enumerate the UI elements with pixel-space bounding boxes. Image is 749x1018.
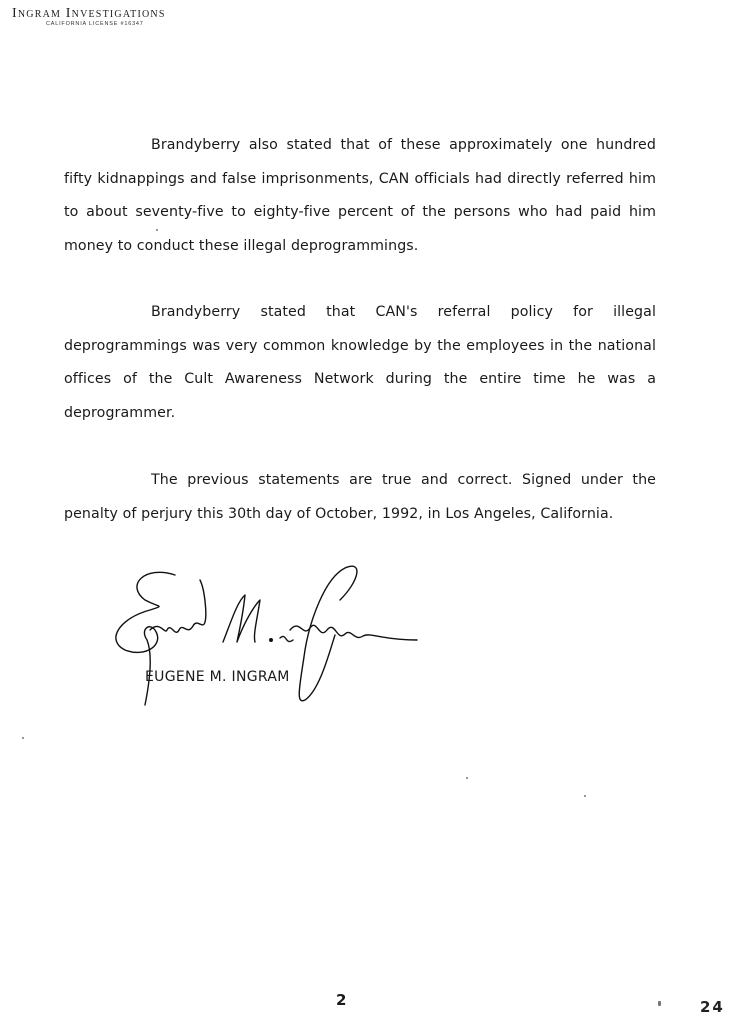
paragraph-referrals bbox=[64, 129, 656, 263]
paragraph-declaration bbox=[64, 464, 656, 531]
scan-speck bbox=[156, 229, 158, 231]
scan-speck bbox=[658, 1001, 661, 1006]
scan-speck bbox=[466, 777, 468, 779]
paragraph-text: The previous statements are true and correct. Signed under the penalty of perjury this 30th day of October, 1992, in Los Angeles, California. bbox=[64, 472, 656, 522]
firm-name: Ingram Investigations bbox=[12, 6, 166, 21]
paragraph-referral-policy bbox=[64, 296, 656, 430]
page-number: 2 bbox=[336, 991, 347, 1009]
paragraph-text: Brandyberry also stated that of these approximately one hundred fifty kidnappings and false imprisonments, CAN officials had directly referred him to about seventy-five to eighty-five percent of the persons who had paid him money to conduct these illegal deprogrammings. bbox=[64, 137, 656, 254]
handwritten-signature bbox=[105, 560, 435, 720]
scan-speck bbox=[22, 737, 24, 739]
scan-speck bbox=[584, 795, 586, 797]
letterhead bbox=[12, 6, 166, 27]
document-stamp-fragment: 24 bbox=[700, 998, 725, 1016]
paragraph-text: Brandyberry stated that CAN's referral policy for illegal deprogrammings was very common knowledge by the employees in the national offices of the Cult Awareness Network during the entire time he was a deprogrammer. bbox=[64, 304, 656, 421]
license-number: CALIFORNIA LICENSE #16347 bbox=[46, 21, 144, 27]
signer-name: EUGENE M. INGRAM bbox=[145, 669, 290, 685]
